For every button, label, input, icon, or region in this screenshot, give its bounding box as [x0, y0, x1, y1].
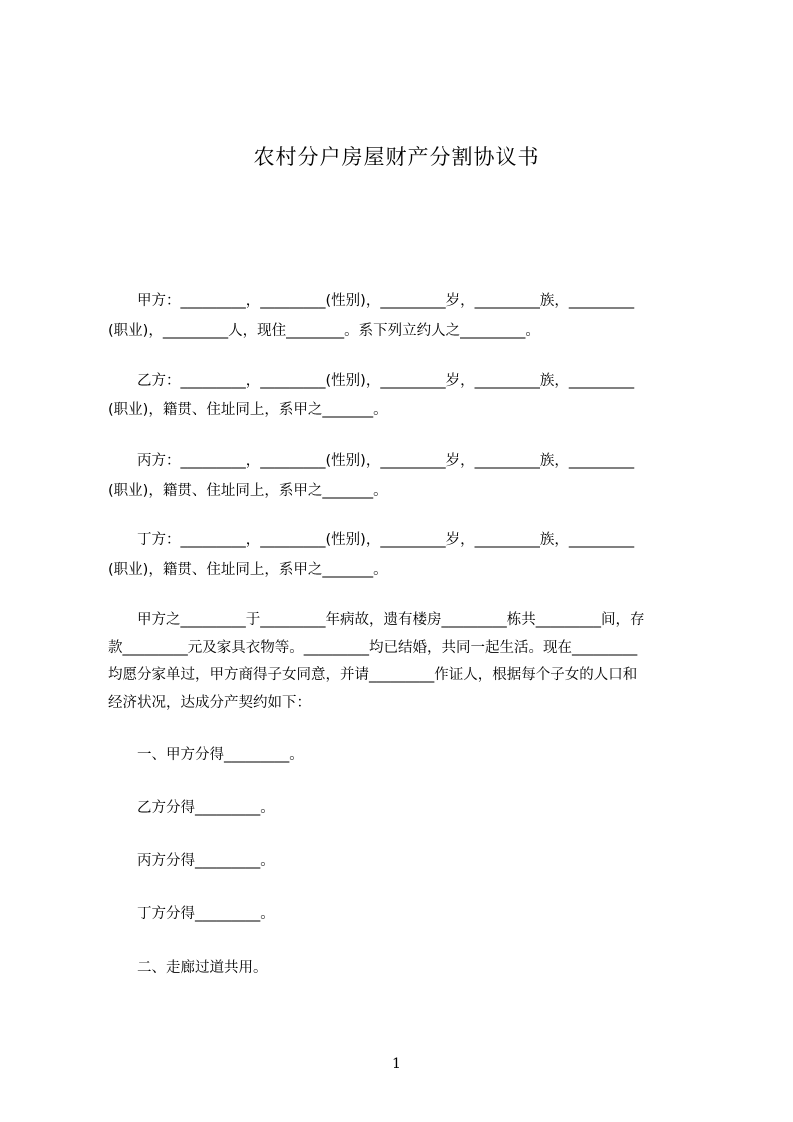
preamble-line-2: 款_________元及家具衣物等。_________均已结婚，共同一起生活。现在_________: [108, 640, 638, 656]
preamble-line-4: 经济状况，达成分产契约如下：: [108, 695, 311, 711]
clause-1-party-c: 丙方分得_________。: [137, 853, 275, 869]
party-c-line-2: (职业)，籍贯、住址同上，系甲之_______。: [108, 483, 388, 499]
party-a-line-2: (职业)，_________人，现住________。系下列立约人之_________。: [108, 323, 540, 339]
clause-1: 一、甲方分得_________。: [137, 747, 304, 763]
clause-2: 二、走廊过道共用。: [137, 960, 268, 976]
party-d-line-1: 丁方：_________，_________(性别)，_________岁，_________族，_________: [137, 532, 635, 548]
page-number: 1: [392, 1056, 401, 1072]
party-d-line-2: (职业)，籍贯、住址同上，系甲之_______。: [108, 562, 388, 578]
party-b-line-1: 乙方：_________，_________(性别)，_________岁，_________族，_________: [137, 373, 635, 389]
party-b-line-2: (职业)，籍贯、住址同上，系甲之_______。: [108, 402, 388, 418]
clause-1-party-d: 丁方分得_________。: [137, 906, 275, 922]
party-c-line-1: 丙方：_________，_________(性别)，_________岁，_________族，_________: [137, 453, 635, 469]
preamble-line-1: 甲方之_________于_________年病故，遗有楼房_________栋共_________间，存: [137, 612, 645, 628]
preamble-line-3: 均愿分家单过，甲方商得子女同意，并请_________作证人，根据每个子女的人口和: [108, 667, 638, 683]
clause-1-party-b: 乙方分得_________。: [137, 800, 275, 816]
party-a-line-1: 甲方：_________，_________(性别)，_________岁，_________族，_________: [137, 293, 635, 309]
document-title: 农村分户房屋财产分割协议书: [253, 145, 540, 169]
